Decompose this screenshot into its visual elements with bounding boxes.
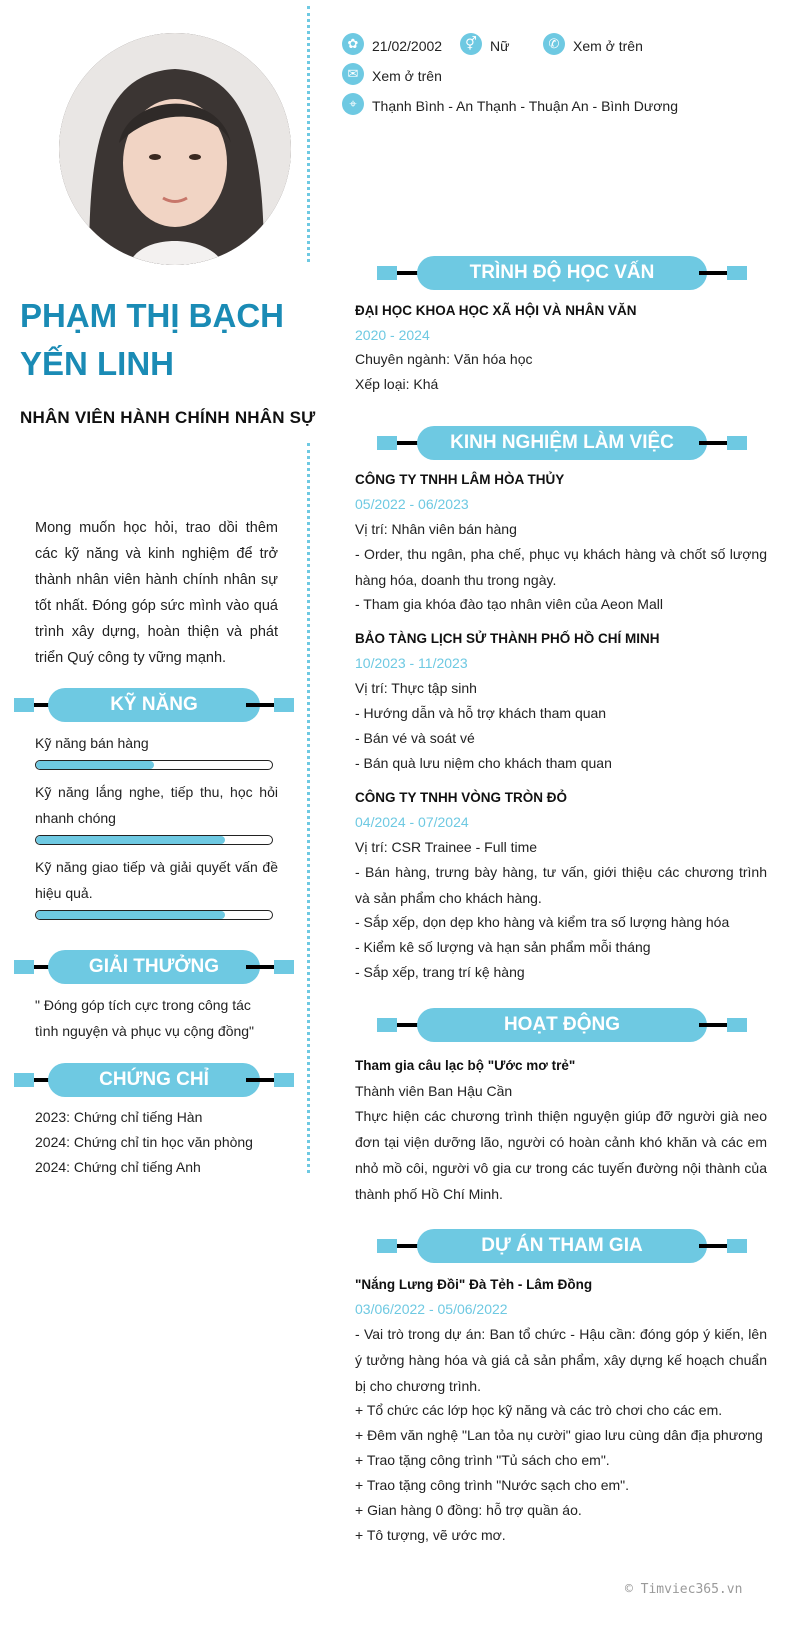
- skill-bar-fill: [36, 761, 154, 769]
- project-detail: + Trao tặng công trình "Nước sạch cho em".: [355, 1477, 630, 1493]
- birthday-icon: ✿: [342, 33, 364, 55]
- certificate-item: 2023: Chứng chỉ tiếng Hàn: [35, 1109, 203, 1125]
- education-date: 2020 - 2024: [355, 327, 430, 343]
- activity-role: Thành viên Ban Hậu Cần: [355, 1083, 513, 1099]
- email-text: Xem ở trên: [372, 68, 442, 84]
- skill-name: Kỹ năng giao tiếp và giải quyết vấn đề hiệu quả.: [35, 859, 278, 901]
- projects-title: DỰ ÁN THAM GIA: [417, 1229, 707, 1263]
- project-detail: - Vai trò trong dự án: Ban tổ chức - Hậu cần: đóng góp ý kiến, lên ý tưởng hàng hóa và giá cả sản phẩm, xây dựng kế hoạch chuẩn bị cho chương trình.: [355, 1326, 767, 1394]
- section-header-skills: [14, 688, 294, 722]
- project-detail: + Gian hàng 0 đồng: hỗ trợ quần áo.: [355, 1502, 582, 1518]
- skill-bar: [35, 910, 273, 920]
- certificate-item: 2024: Chứng chỉ tin học văn phòng: [35, 1134, 253, 1150]
- skill-name: Kỹ năng lắng nghe, tiếp thu, học hỏi nhanh chóng: [35, 784, 278, 826]
- phone-text: Xem ở trên: [573, 38, 643, 54]
- certificate-item: 2024: Chứng chỉ tiếng Anh: [35, 1159, 201, 1175]
- skill-bar-fill: [36, 911, 225, 919]
- section-header-activities: [377, 1008, 747, 1042]
- candidate-name: PHẠM THỊ BẠCH YẾN LINH: [20, 297, 284, 382]
- job-duty: - Bán hàng, trưng bày hàng, tư vấn, giới thiệu các chương trình và sản phẩm cho khách hàng.: [355, 864, 767, 906]
- section-header-education: [377, 256, 747, 290]
- company-name: CÔNG TY TNHH VÒNG TRÒN ĐỎ: [355, 790, 568, 805]
- job-duty: - Kiểm kê số lượng và hạn sản phẩm mỗi tháng: [355, 939, 651, 955]
- job-duty: - Tham gia khóa đào tạo nhân viên của Aeon Mall: [355, 596, 663, 612]
- company-name: CÔNG TY TNHH LÂM HÒA THỦY: [355, 472, 565, 487]
- job-role: Vị trí: CSR Trainee - Full time: [355, 839, 538, 855]
- education-grade: Xếp loại: Khá: [355, 376, 439, 392]
- project-detail: + Tô tượng, vẽ ước mơ.: [355, 1527, 506, 1543]
- skills-title: KỸ NĂNG: [48, 688, 260, 722]
- education-major: Chuyên ngành: Văn hóa học: [355, 351, 533, 367]
- gender-icon: ⚥: [460, 33, 482, 55]
- birthday-text: 21/02/2002: [372, 38, 443, 54]
- award-text: " Đóng góp tích cực trong công tác tình nguyện và phục vụ cộng đồng": [35, 997, 255, 1039]
- activity-name: Tham gia câu lạc bộ "Ước mơ trẻ": [355, 1058, 576, 1073]
- section-header-projects: [377, 1229, 747, 1263]
- address-text: Thạnh Bình - An Thạnh - Thuận An - Bình Dương: [372, 98, 679, 114]
- job-duty: - Sắp xếp, trang trí kệ hàng: [355, 964, 525, 980]
- activities-title: HOẠT ĐỘNG: [417, 1008, 707, 1042]
- avatar-image: [59, 33, 291, 265]
- job-date: 05/2022 - 06/2023: [355, 496, 469, 512]
- divider-bottom: [307, 443, 310, 1173]
- job-duty: - Hướng dẫn và hỗ trợ khách tham quan: [355, 705, 607, 721]
- education-title: TRÌNH ĐỘ HỌC VẤN: [417, 256, 707, 290]
- gender-text: Nữ: [490, 38, 510, 54]
- company-name: BẢO TÀNG LỊCH SỬ THÀNH PHỐ HỒ CHÍ MINH: [355, 631, 660, 646]
- project-detail: + Trao tặng công trình "Tủ sách cho em".: [355, 1452, 610, 1468]
- section-header-awards: [14, 950, 294, 984]
- job-role: Vị trí: Nhân viên bán hàng: [355, 521, 517, 537]
- skill-bar: [35, 835, 273, 845]
- project-detail: + Đêm văn nghệ "Lan tỏa nụ cười" giao lưu cùng dân địa phương: [355, 1427, 763, 1443]
- experience-title: KINH NGHIỆM LÀM VIỆC: [417, 426, 707, 460]
- section-header-certificates: [14, 1063, 294, 1097]
- project-name: "Nắng Lưng Đồi" Đà Tẻh - Lâm Đồng: [355, 1277, 593, 1292]
- career-objective: Mong muốn học hỏi, trao dồi thêm các kỹ năng và kinh nghiệm để trở thành nhân viên hành chính nhân sự tốt nhất. Đóng góp sức mình vào quá trình xây dựng, hoàn thiện và phát triển Quý công ty vững mạnh.: [35, 520, 278, 666]
- job-date: 04/2024 - 07/2024: [355, 814, 469, 830]
- job-duty: - Sắp xếp, dọn dẹp kho hàng và kiểm tra số lượng hàng hóa: [355, 914, 730, 930]
- job-position: NHÂN VIÊN HÀNH CHÍNH NHÂN SỰ: [20, 408, 316, 427]
- job-duty: - Bán quà lưu niệm cho khách tham quan: [355, 755, 612, 771]
- skill-name: Kỹ năng bán hàng: [35, 735, 149, 751]
- divider-top: [307, 6, 310, 262]
- activity-description: Thực hiện các chương trình thiện nguyện giúp đỡ người già neo đơn tại viện dưỡng lão, người có hoàn cảnh khó khăn và các em nhỏ mồ côi, người vô gia cư trong các tuyến đường nội thành của thành phố Hồ Chí Minh.: [355, 1108, 767, 1202]
- location-icon: ⌖: [342, 93, 364, 115]
- job-duty: - Bán vé và soát vé: [355, 730, 475, 746]
- skill-bar: [35, 760, 273, 770]
- footer-watermark: © Timviec365.vn: [625, 1582, 743, 1597]
- school-name: ĐẠI HỌC KHOA HỌC XÃ HỘI VÀ NHÂN VĂN: [355, 303, 637, 318]
- awards-title: GIẢI THƯỞNG: [48, 950, 260, 984]
- job-role: Vị trí: Thực tập sinh: [355, 680, 477, 696]
- job-date: 10/2023 - 11/2023: [355, 655, 468, 671]
- certificates-title: CHỨNG CHỈ: [48, 1063, 260, 1097]
- email-icon: ✉: [342, 63, 364, 85]
- job-duty: - Order, thu ngân, pha chế, phục vụ khách hàng và chốt số lượng hàng hóa, doanh thu trong ngày.: [355, 546, 767, 588]
- project-detail: + Tổ chức các lớp học kỹ năng và các trò chơi cho các em.: [355, 1402, 723, 1418]
- project-date: 03/06/2022 - 05/06/2022: [355, 1301, 508, 1317]
- phone-icon: ✆: [543, 33, 565, 55]
- avatar: [59, 33, 291, 265]
- section-header-experience: [377, 426, 747, 460]
- skill-bar-fill: [36, 836, 225, 844]
